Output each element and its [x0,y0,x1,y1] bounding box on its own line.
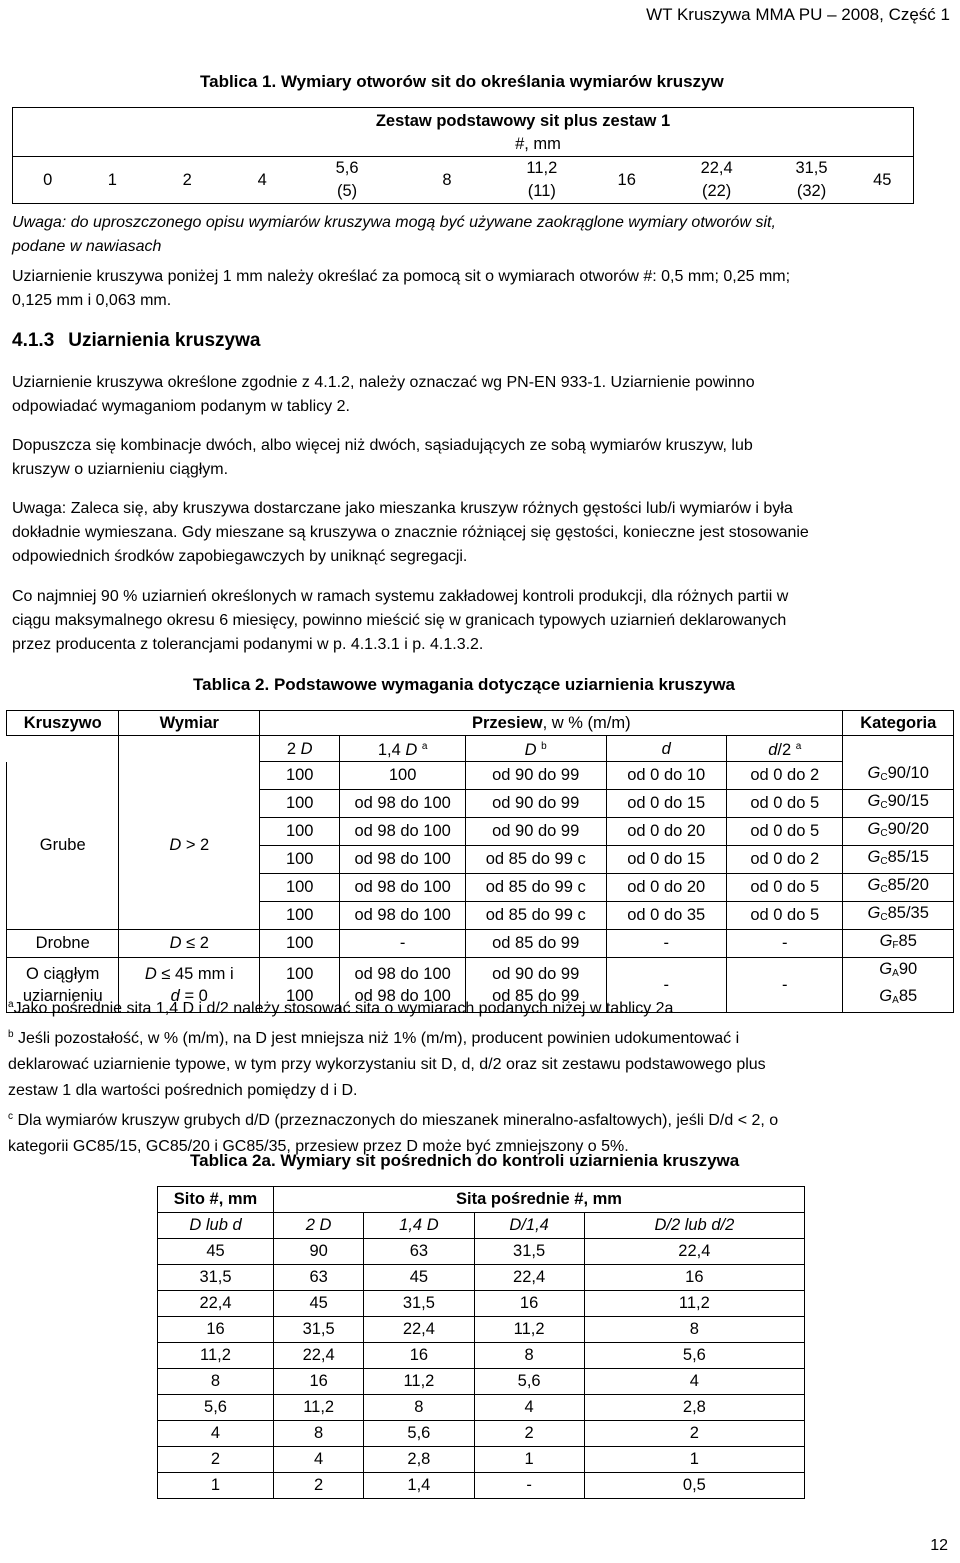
cell: - [727,957,843,1012]
table-row [158,1317,805,1343]
cell: 2,8 [364,1447,474,1473]
size-cell: 4 [232,157,292,204]
size-cell: 1 [82,157,142,204]
cell: od 0 do 5 [727,873,843,901]
cell: 11,2 [584,1291,804,1317]
size-cell: 45 [851,157,913,204]
table-row [158,1421,805,1447]
table-row [158,1447,805,1473]
cell: 11,2 [364,1369,474,1395]
cell: 16 [274,1369,364,1395]
cell: 90 [274,1239,364,1265]
page-number: 12 [930,1537,948,1554]
size-cell: 31,5 (32) [772,157,852,204]
cell: 31,5 [474,1239,584,1265]
table-row [158,1473,805,1499]
cell: 5,6 [584,1343,804,1369]
cell: 2,8 [584,1395,804,1421]
table1-caption: Tablica 1. Wymiary otworów sit do określania wymiarów kruszyw [200,72,724,91]
cell: 22,4 [158,1291,274,1317]
table-row [158,1265,805,1291]
cell: 63 [274,1265,364,1291]
cell: 100 [260,845,340,873]
subheader-cell: D/2 lub d/2 [584,1213,804,1239]
size-cell: 11,2 (11) [492,157,592,204]
table2a [157,1186,805,1499]
category-cell: $G_C85/35$ [843,901,954,929]
row-label-drobne: Drobne [7,929,119,957]
dim-ciagly: D ≤ 45 mm i d = 0 [119,957,260,1012]
size-cell: 22,4 (22) [662,157,772,204]
size-cell: 8 [402,157,492,204]
dim-grube: D > 2 [119,762,260,930]
footnote-c: $^c$ Dla wymiarów kruszyw grubych d/D (przeznaczonych do mieszanek mineralno-asfaltowych), jeśli D/d < 2, o [8,1111,779,1129]
cell: od 0 do 15 [606,789,727,817]
category-cell: $G_F85$ [843,929,954,957]
cell: 100 [260,873,340,901]
header-sito: Sito #, mm [158,1187,274,1213]
cell: 100 [260,817,340,845]
cell: od 90 do 99 [465,817,606,845]
category-cell: $G_C90/15$ [843,789,954,817]
header-kategoria: Kategoria [843,711,954,736]
cell: 16 [584,1265,804,1291]
cell: 100 [260,789,340,817]
size-cell: 16 [592,157,662,204]
table2-caption: Tablica 2. Podstawowe wymagania dotyczące uziarnienia kruszywa [193,675,735,694]
cell: 22,4 [474,1265,584,1291]
paragraph: Co najmniej 90 % uziarnień określonych w ramach systemu zakładowej kontroli produkcji, dla różnych partii w ciągu maksymalnego okresu 6 miesięcy, powinno mieścić się w granicach typowych uziarnień deklarowanych przez producenta z tolerancjami podanymi w p. 4.1.3.1 i p. 4.1.3.2. [12,588,789,653]
table-row [158,1239,805,1265]
cell: 100 100 [260,957,340,1012]
cell: od 0 do 5 [727,789,843,817]
cell: 22,4 [274,1343,364,1369]
size-cell: 2 [142,157,232,204]
cell: 1 [158,1473,274,1499]
header-wymiar: Wymiar [119,711,260,736]
note-paragraph: Uwaga: Zaleca się, aby kruszywa dostarczane jako mieszanka kruszyw różnych gęstości lub/i wymiarów i była dokładnie wymieszana. Gdy mieszane są kruszywa o znacznie różniącej się gęstości, konieczne jest stosowanie odpowiednich środków zapobiegawczych by uniknąć segregacji. [12,500,809,565]
cell: 0,5 [584,1473,804,1499]
cell: od 0 do 10 [606,762,727,790]
table-row [158,1369,805,1395]
subheader-14d: 1,4 D $^a$ [340,736,466,762]
section-heading: 4.1.3 Uziarnienia kruszywa [12,330,261,351]
cell: 45 [364,1265,474,1291]
header-przesiew: Przesiew, w % (m/m) [260,711,843,736]
cell: od 0 do 5 [727,901,843,929]
cell: 4 [158,1421,274,1447]
category-cell: $G_C85/20$ [843,873,954,901]
header-sita-posrednie: Sita pośrednie #, mm [274,1187,805,1213]
cell: 11,2 [274,1395,364,1421]
cell: 100 [340,762,466,790]
cell: od 85 do 99 c [465,901,606,929]
table1-note: Uwaga: do uproszczonego opisu wymiarów kruszywa mogą być używane zaokrąglone wymiary otworów sit, podane w nawiasach [12,214,776,255]
cell: od 98 do 100 od 98 do 100 [340,957,466,1012]
table-row [158,1343,805,1369]
cell: 31,5 [274,1317,364,1343]
cell: od 98 do 100 [340,873,466,901]
cell: 5,6 [474,1369,584,1395]
row-label-grube: Grube [7,762,119,930]
cell: 2 [158,1447,274,1473]
cell: 1 [584,1447,804,1473]
cell: od 0 do 35 [606,901,727,929]
size-cell: 0 [13,157,83,204]
cell: od 0 do 20 [606,873,727,901]
cell: 2 [274,1473,364,1499]
subheader-d-upper: D $^b$ [465,736,606,762]
dim-drobne: D ≤ 2 [119,929,260,957]
paragraph: Uziarnienie kruszywa poniżej 1 mm należy określać za pomocą sit o wymiarach otworów #: 0,5 mm; 0,25 mm; 0,125 mm i 0,063 mm. [12,268,791,309]
cell: od 0 do 2 [727,762,843,790]
cell: 5,6 [364,1421,474,1447]
cell: - [606,929,727,957]
paragraph: Uziarnienie kruszywa określone zgodnie z 4.1.2, należy oznaczać wg PN-EN 933-1. Uziarnienie powinno odpowiadać wymaganiom podanym w tablicy 2. [12,374,755,415]
cell: 63 [364,1239,474,1265]
cell: 1,4 [364,1473,474,1499]
cell: 8 [274,1421,364,1447]
cell: 11,2 [158,1343,274,1369]
category-cell: $G_C85/15$ [843,845,954,873]
cell: 100 [260,901,340,929]
cell: - [340,929,466,957]
running-header: WT Kruszywa MMA PU – 2008, Część 1 [646,5,950,24]
cell: - [474,1473,584,1499]
cell: 8 [584,1317,804,1343]
table-row [158,1395,805,1421]
cell: od 98 do 100 [340,901,466,929]
category-cell: $G_C90/10$ [843,762,954,790]
cell: od 90 do 99 od 85 do 99 [465,957,606,1012]
subheader-cell: D lub d [158,1213,274,1239]
cell: od 98 do 100 [340,817,466,845]
cell: 4 [274,1447,364,1473]
table1 [12,107,914,204]
cell: 16 [158,1317,274,1343]
table2 [6,710,954,1013]
subheader-cell: 1,4 D [364,1213,474,1239]
cell: 4 [474,1395,584,1421]
cell: 8 [364,1395,474,1421]
cell: 2 [474,1421,584,1447]
paragraph: Dopuszcza się kombinacje dwóch, albo więcej niż dwóch, sąsiadujących ze sobą wymiarów kruszyw, lub kruszyw o uziarnieniu ciągłym. [12,437,753,478]
table2a-caption: Tablica 2a. Wymiary sit pośrednich do kontroli uziarnienia kruszywa [190,1151,740,1170]
cell: 100 [260,929,340,957]
cell: od 0 do 2 [727,845,843,873]
category-cell: $G_C90/20$ [843,817,954,845]
cell: 16 [364,1343,474,1369]
cell: 45 [158,1239,274,1265]
cell: od 90 do 99 [465,762,606,790]
cell: od 85 do 99 c [465,845,606,873]
row-label-ciagly: O ciągłym uziarnieniu [7,957,119,1012]
cell: od 98 do 100 [340,845,466,873]
header-kruszywo: Kruszywo [7,711,119,736]
size-cell: 5,6 (5) [292,157,402,204]
subheader-cell: 2 D [274,1213,364,1239]
cell: 5,6 [158,1395,274,1421]
cell: od 85 do 99 c [465,873,606,901]
subheader-d2: d/2 $^a$ [727,736,843,762]
cell: 31,5 [158,1265,274,1291]
table-row [158,1291,805,1317]
cell: od 0 do 15 [606,845,727,873]
cell: od 90 do 99 [465,789,606,817]
cell: 1 [474,1447,584,1473]
subheader-d-lower: d [606,736,727,762]
footnote-a: $^a$Jako pośrednie sita 1,4 D i d/2 należy stosować sita o wymiarach podanych niżej w tablicy 2a [8,999,674,1017]
table1-group-header: Zestaw podstawowy sit plus zestaw 1 #, mm [13,108,914,157]
cell: 16 [474,1291,584,1317]
cell: od 98 do 100 [340,789,466,817]
cell: od 85 do 99 [465,929,606,957]
footnotes: $^a$Jako pośrednie sita 1,4 D i d/2 należy stosować sita o wymiarach podanych niżej w tablicy 2a $^b$ Jeśli pozostałość, w % (m/m), na D jest mniejsza niż 1% (m/m), producent powinien udokumentować i deklarować uziarnienie typowe, w tym przy wykorzystaniu sit D, d, d/2 oraz sit zestawu podstawowego plus zestaw 1 dla wartości pośrednich pomiędzy d i D. $^c$ Dla wymiarów kruszyw grubych d/D (przeznaczonych do mieszanek mineralno-asfaltowych), jeśli D/d < 2, o kategorii GC85/15, GC85/20 i GC85/35, przesiew przez D może być zmniejszony o 5%. [8,992,948,1160]
cell: - [727,929,843,957]
cell: 2 [584,1421,804,1447]
cell: 11,2 [474,1317,584,1343]
cell: 31,5 [364,1291,474,1317]
cell: 22,4 [584,1239,804,1265]
category-cell: $G_A90$ $G_A85$ [843,957,954,1012]
cell: 100 [260,762,340,790]
footnote-b: $^b$ Jeśli pozostałość, w % (m/m), na D jest mniejsza niż 1% (m/m), producent powinien udokumentować i [8,1029,740,1047]
cell: 45 [274,1291,364,1317]
cell: 8 [158,1369,274,1395]
subheader-2d: 2 D [260,736,340,762]
subheader-cell: D/1,4 [474,1213,584,1239]
cell: 8 [474,1343,584,1369]
cell: od 0 do 20 [606,817,727,845]
cell: od 0 do 5 [727,817,843,845]
cell: 22,4 [364,1317,474,1343]
cell: 4 [584,1369,804,1395]
cell: - [606,957,727,1012]
